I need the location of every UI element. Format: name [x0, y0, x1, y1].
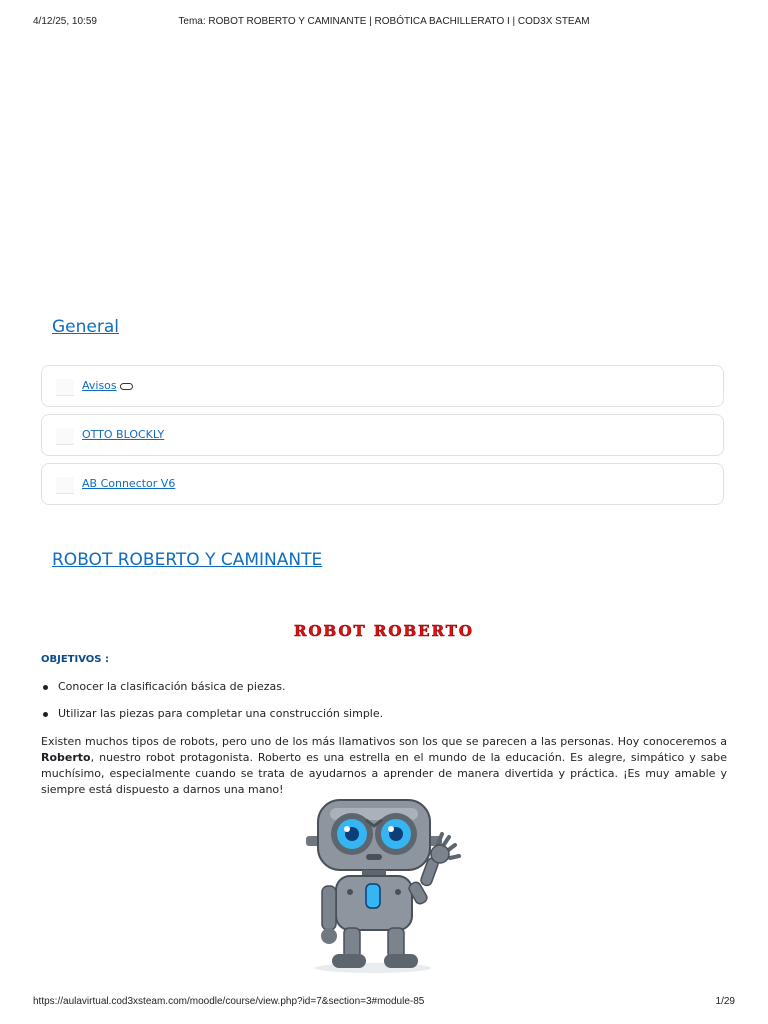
activity-link-ab-connector[interactable]: AB Connector V6	[82, 477, 176, 490]
section-title-robot-roberto[interactable]: ROBOT ROBERTO Y CAMINANTE	[52, 550, 323, 570]
objectives-label: OBJETIVOS :	[41, 654, 109, 665]
print-page-title: Tema: ROBOT ROBERTO Y CAMINANTE | ROBÓTICA BACHILLERATO I | COD3X STEAM	[178, 16, 590, 27]
print-footer	[0, 996, 768, 1010]
roberto-bold: Roberto	[41, 751, 91, 764]
intro-paragraph: Existen muchos tipos de robots, pero uno de los más llamativos son los que se parecen a las personas. Hoy conoceremos a Roberto, nuestro robot protagonista. Roberto es una estrella en el mundo de la educación. Es alegre, simpático y sabe muchísimo, especialmente cuando se trata de ayudarnos a aprender de manera divertida y práctica. ¡Es muy amable y siempre está dispuesto a darnos una mano!	[41, 735, 727, 796]
activity-avisos[interactable]	[41, 365, 724, 407]
link-icon	[120, 383, 133, 390]
objectives-list	[41, 680, 383, 734]
activity-ab-connector[interactable]	[41, 463, 724, 505]
activity-link-avisos[interactable]: Avisos	[82, 379, 133, 392]
print-page-number: 1/29	[715, 996, 735, 1007]
robot-waving-illustration	[300, 796, 470, 974]
activity-link-otto-blockly[interactable]: OTTO BLOCKLY	[82, 428, 165, 441]
activity-otto-blockly[interactable]	[41, 414, 724, 456]
print-url: https://aulavirtual.cod3xsteam.com/moodle/course/view.php?id=7&section=3#module-85	[33, 996, 425, 1007]
url-icon	[56, 477, 74, 494]
list-item: Utilizar las piezas para completar una construcción simple.	[41, 707, 383, 734]
print-header	[0, 16, 768, 30]
print-datetime: 4/12/25, 10:59	[33, 16, 97, 27]
list-item: Conocer la clasificación básica de piezas.	[41, 680, 383, 707]
robot-heading: ROBOT ROBERTO	[293, 622, 474, 640]
forum-icon	[56, 379, 74, 396]
section-title-general[interactable]: General	[52, 317, 119, 337]
url-icon	[56, 428, 74, 445]
